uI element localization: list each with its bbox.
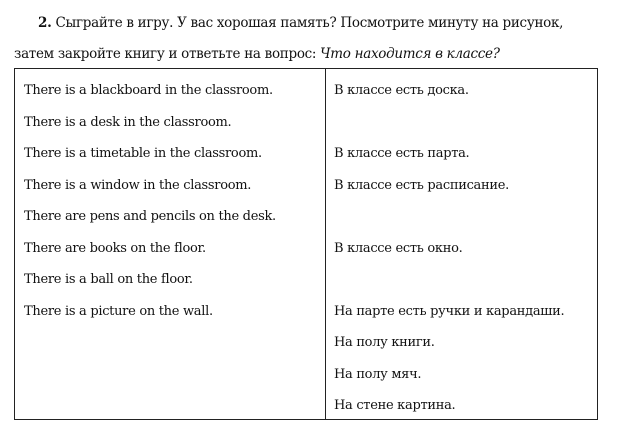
russian-sentence: На полу книги. [334,335,435,350]
task-text: Сыграйте в игру. У вас хорошая память? Посмотрите минуту на рисунок, затем закройте книгу и ответьте на вопрос: [14,15,564,62]
english-sentence: There is a ball on the floor. [24,272,193,287]
english-column [15,69,326,419]
english-sentence: There is a desk in the classroom. [24,114,232,130]
russian-sentence: В классе есть парта. [334,146,470,161]
english-sentence: There is a timetable in the classroom. [24,146,262,161]
russian-sentence: На парте есть ручки и карандаши. [334,303,565,319]
english-sentence: There are books on the floor. [24,240,206,256]
russian-sentence: В классе есть окно. [334,240,463,256]
task-number: 2. [38,15,52,31]
task-instruction [14,8,604,70]
russian-sentence: На полу мяч. [334,366,422,382]
english-sentence: There is a window in the classroom. [24,177,252,193]
russian-sentence: На стене картина. [334,398,456,413]
russian-sentence: В классе есть расписание. [334,177,509,193]
english-sentence [24,362,325,394]
sentence-table [14,68,598,420]
english-sentence: There is a picture on the wall. [24,303,213,319]
russian-sentence: В классе есть доска. [334,83,469,98]
russian-column [326,69,597,419]
russian-sentence [334,110,597,142]
english-sentence [24,330,325,362]
task-question: Что находится в классе? [320,46,500,62]
english-sentence: There is a blackboard in the classroom. [24,83,273,98]
english-sentence [24,393,325,425]
english-sentence: There are pens and pencils on the desk. [24,209,276,224]
russian-sentence [334,204,597,236]
russian-sentence [334,267,597,299]
